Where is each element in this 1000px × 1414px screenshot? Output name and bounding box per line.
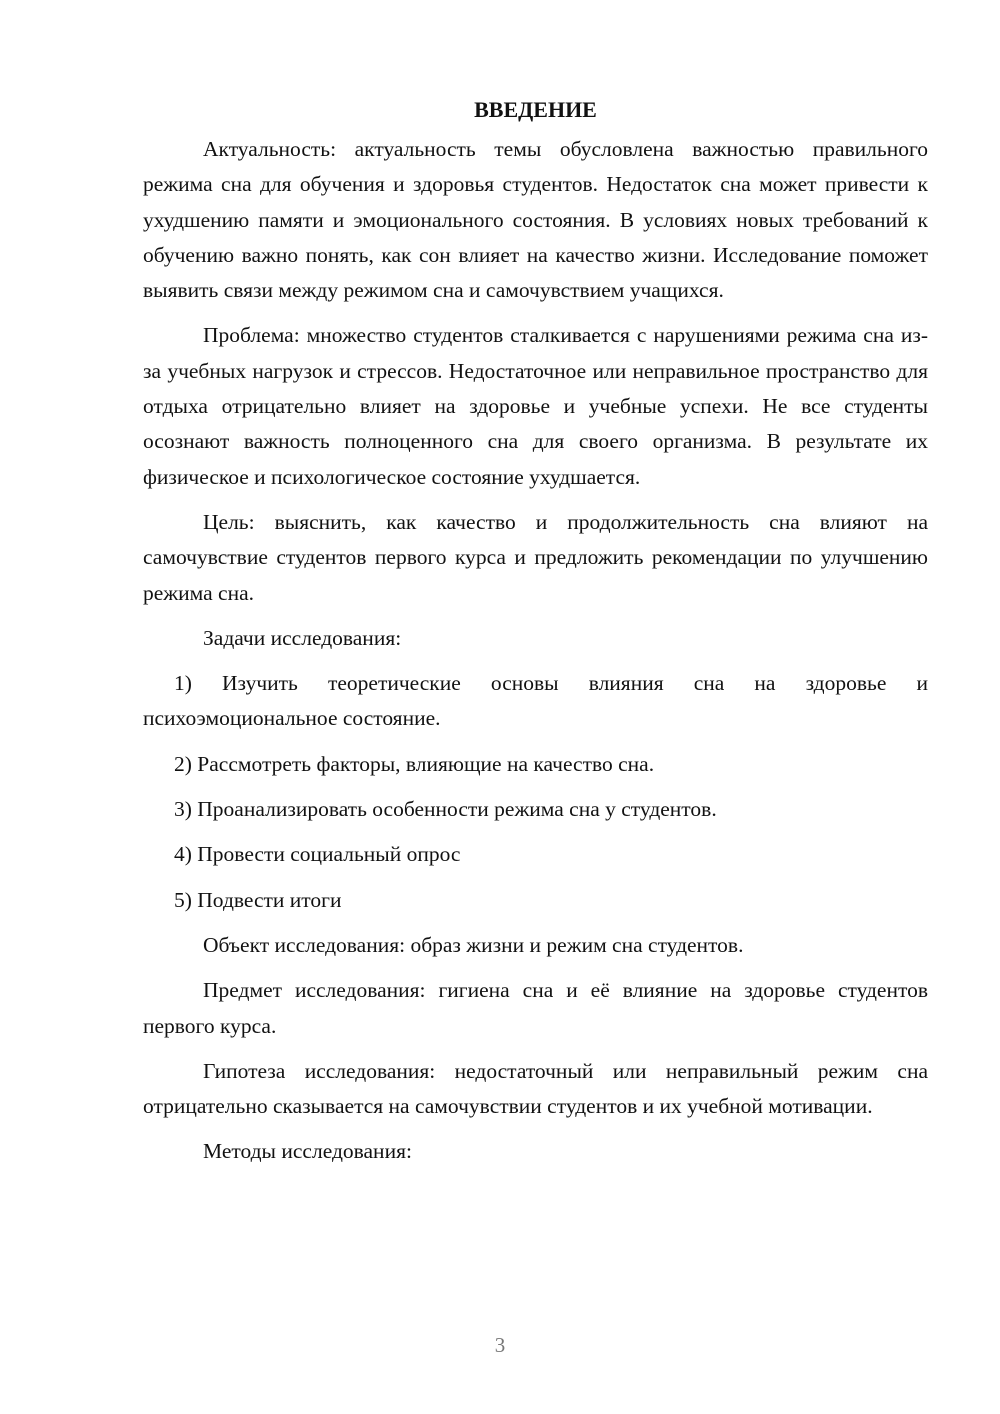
task-item-3: 3) Проанализировать особенности режима сна у студентов. bbox=[174, 797, 717, 822]
paragraph-subject: Предмет исследования: гигиена сна и её влияние на здоровье студентов первого курса. bbox=[143, 978, 928, 1038]
task-item-2: 2) Рассмотреть факторы, влияющие на качество сна. bbox=[174, 751, 655, 776]
paragraph-object: Объект исследования: образ жизни и режим сна студентов. bbox=[203, 932, 744, 957]
page-number: 3 bbox=[494, 1333, 506, 1357]
paragraph-hypothesis: Гипотеза исследования: недостаточный или неправильный режим сна отрицательно сказывается на самочувствии студентов и их учебной мотивации. bbox=[143, 1058, 928, 1119]
paragraph-goal: Цель: выяснить, как качество и продолжительность сна влияют на самочувствие студентов первого курса и предложить рекомендации по улучшению режима сна. bbox=[143, 509, 928, 605]
task-item-5: 5) Подвести итоги bbox=[174, 887, 342, 912]
section-heading: ВВЕДЕНИЕ bbox=[474, 97, 597, 122]
paragraph-relevance: Актуальность: актуальность темы обусловлена важностью правильного режима сна для обучения и здоровья студентов. Недостаток сна может привести к ухудшению памяти и эмоционального состояния. В условиях новых требований к обучению важно понять, как сон влияет на качество жизни. Исследование поможет выявить связи между режимом сна и самочувствием учащихся. bbox=[143, 137, 928, 303]
document-page bbox=[143, 92, 928, 1180]
task-item-4: 4) Провести социальный опрос bbox=[174, 842, 461, 867]
paragraph-tasks-title: Задачи исследования: bbox=[203, 625, 402, 650]
task-item-1: 1) Изучить теоретические основы влияния сна на здоровье и психоэмоциональное состояние. bbox=[143, 671, 928, 731]
paragraph-problem: Проблема: множество студентов сталкивается с нарушениями режима сна из-за учебных нагрузок и стрессов. Недостаточное или неправильное пространство для отдыха отрицательно влияет на здоровье и учебные успехи. Не все студенты осознают важность полноценного сна для своего организма. В результате их физическое и психологическое состояние ухудшается. bbox=[143, 323, 928, 489]
paragraph-methods-title: Методы исследования: bbox=[203, 1139, 412, 1164]
